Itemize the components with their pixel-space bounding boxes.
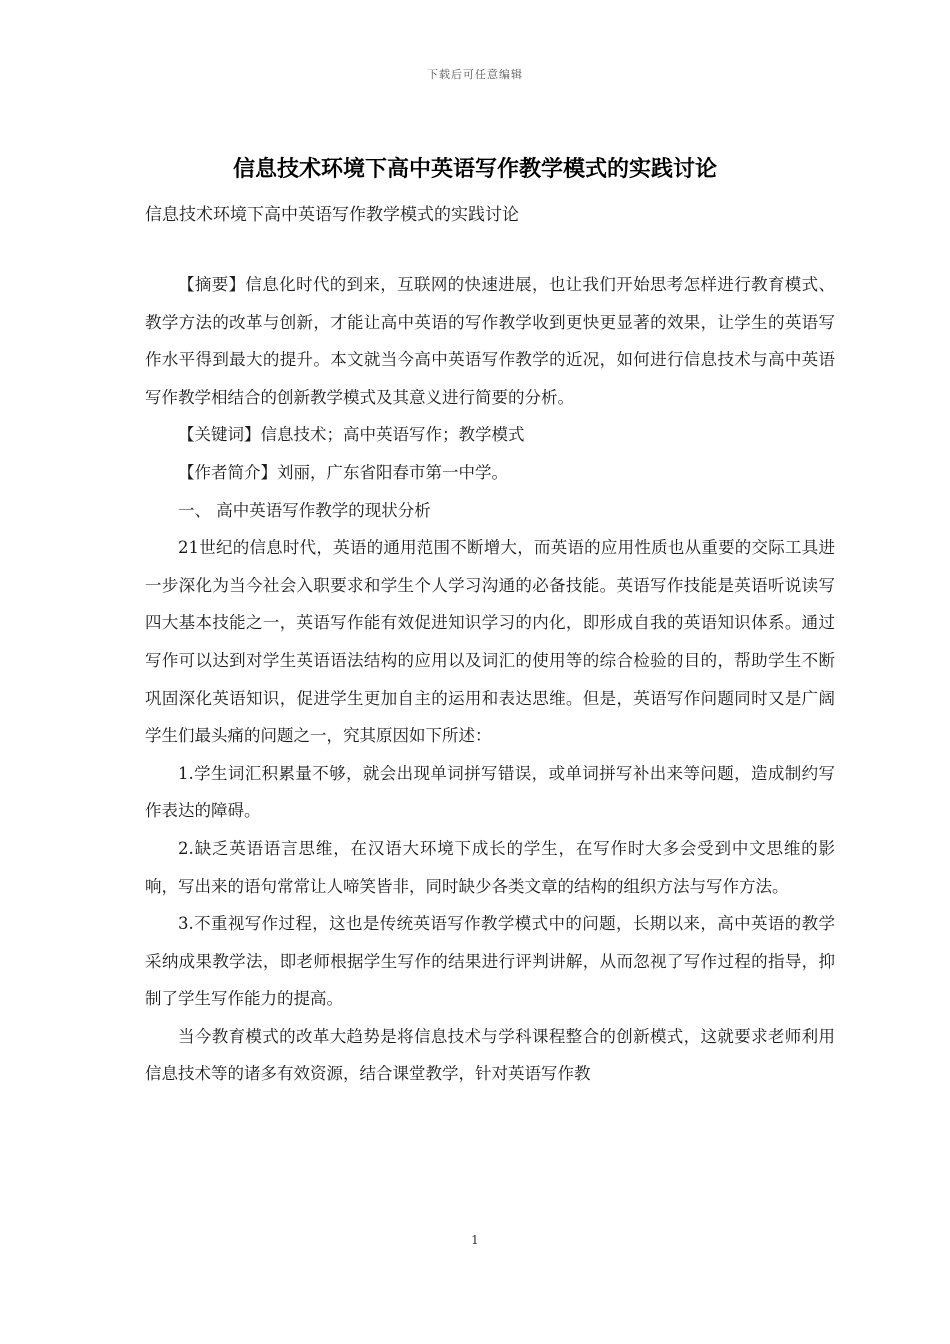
body-paragraph: 21世纪的信息时代，英语的通用范围不断增大，而英语的应用性质也从重要的交际工具进一步深化为当今社会入职要求和学生个人学习沟通的必备技能。英语写作技能是英语听说读写四大基本技能之一，英语写作能有效促进知识学习的内化，即形成自我的英语知识体系。通过写作可以达到对学生英语语法结构的应用以及词汇的使用等的综合检验的目的，帮助学生不断巩固深化英语知识，促进学生更加自主的运用和表达思维。但是，英语写作问题同时又是广阔学生们最头痛的问题之一，究其原因如下所述：	[145, 538, 835, 746]
page-number: 1	[471, 1233, 479, 1247]
author-paragraph: 【作者简介】刘丽，广东省阳春市第一中学。	[178, 462, 508, 482]
document-title: 信息技术环境下高中英语写作教学模式的实践讨论	[232, 157, 717, 182]
document-body	[145, 266, 835, 1093]
list-item-3: 3.不重视写作过程，这也是传统英语写作教学模式中的问题，长期以来，高中英语的教学采纳成果教学法，即老师根据学生写作的结果进行评判讲解，从而忽视了写作过程的指导，抑制了学生写作能力的提高。	[145, 914, 835, 1009]
abstract-paragraph: 【摘要】信息化时代的到来，互联网的快速进展，也让我们开始思考怎样进行教育模式、教学方法的改革与创新，才能让高中英语的写作教学收到更快更显著的效果，让学生的英语写作水平得到最大的提升。本文就当今高中英语写作教学的近况，如何进行信息技术与高中英语写作教学相结合的创新教学模式及其意义进行简要的分析。	[145, 275, 835, 407]
keywords-paragraph: 【关键词】信息技术；高中英语写作；教学模式	[178, 425, 525, 445]
list-item-1: 1.学生词汇积累量不够，就会出现单词拼写错误，或单词拼写补出来等问题，造成制约写作表达的障碍。	[145, 763, 835, 821]
section-heading: 一、 高中英语写作教学的现状分析	[178, 500, 431, 520]
body-paragraph: 当今教育模式的改革大趋势是将信息技术与学科课程整合的创新模式，这就要求老师利用信息技术等的诸多有效资源，结合课堂教学，针对英语写作教	[145, 1026, 835, 1084]
list-item-2: 2.缺乏英语语言思维，在汉语大环境下成长的学生，在写作时大多会受到中文思维的影响，写出来的语句常常让人啼笑皆非，同时缺少各类文章的结构的组织方法与写作方法。	[145, 838, 835, 896]
header-note: 下载后可任意编辑	[427, 68, 523, 81]
document-subtitle: 信息技术环境下高中英语写作教学模式的实践讨论	[145, 205, 519, 225]
